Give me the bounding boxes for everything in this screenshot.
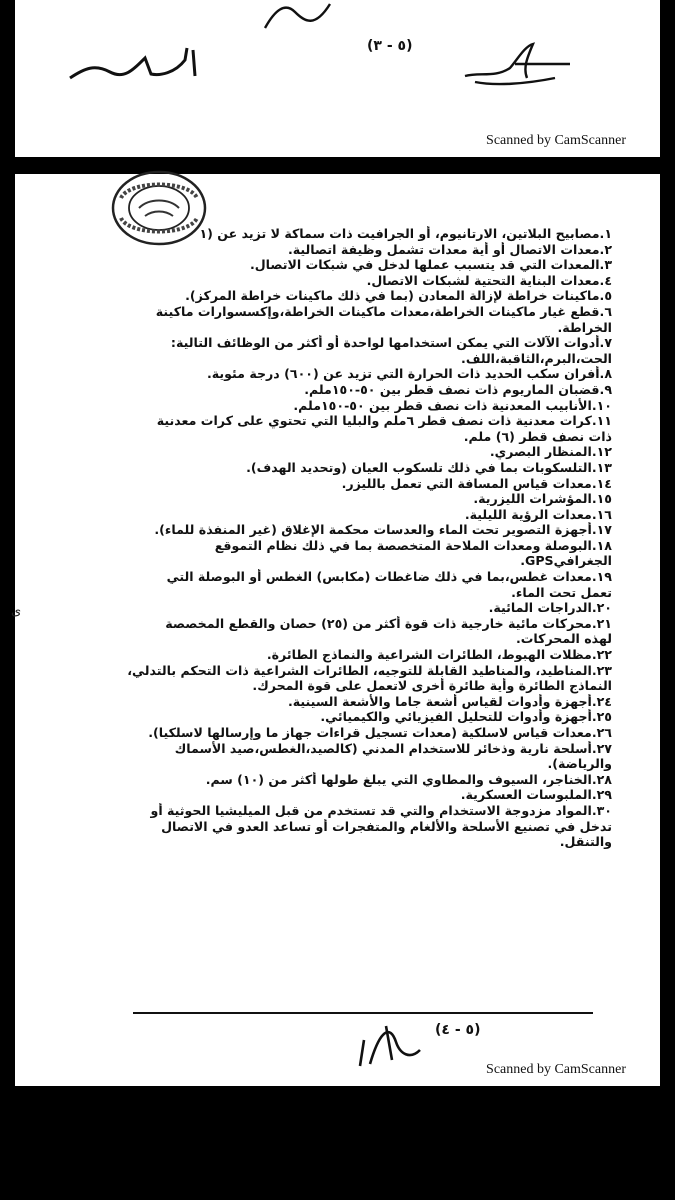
document-line: ٢.معدات الاتصال أو أية معدات تشمل وظيفة اتصالية. — [287, 241, 612, 257]
previous-page-fragment — [15, 0, 660, 157]
margin-mark: ى — [11, 604, 22, 619]
document-line: ٢٨.الخناجر، السيوف والمطاوي التي يبلغ طولها أكثر من (١٠) سم. — [205, 771, 612, 787]
scanned-by-label: Scanned by CamScanner — [486, 1062, 626, 1077]
document-line: ٢٠.الدراجات المائية. — [488, 600, 612, 616]
signature-top-center — [260, 0, 340, 30]
document-line: تعمل تحت الماء. — [511, 584, 612, 600]
document-line: ١٨.البوصلة ومعدات الملاحة المتخصصة بما في ذلك نظام التموقع — [214, 537, 612, 553]
document-line: ١٦.معدات الرؤية الليلية. — [464, 506, 612, 522]
document-line: ٨.أفران سكب الحديد ذات الحرارة التي تزيد عن (٦٠٠) درجة مئوية. — [206, 366, 612, 382]
document-body — [107, 226, 612, 850]
document-line: ١٤.معدات قياس المسافة التي تعمل بالليزر. — [341, 475, 612, 491]
document-line: ٢١.محركات مائية خارجية ذات قوة أكثر من (٢٥) حصان والقطع المخصصة — [165, 615, 612, 631]
document-line: ٦.قطع غيار ماكينات الخراطة،معدات ماكينات الخراطة،وإكسسوارات ماكينة — [155, 303, 612, 319]
signature-top-left — [455, 38, 575, 90]
document-line: ٩.قضبان الماريوم ذات نصف قطر بين ٥٠-١٥٠ملم. — [304, 381, 612, 397]
document-line: والتنقل. — [559, 834, 612, 850]
signature-bottom — [340, 1020, 430, 1072]
document-line: النماذج الطائرة وأية طائرة أخرى لاتعمل على قوة المحرك. — [252, 678, 612, 694]
page-number: (٥ - ٣) — [367, 38, 413, 54]
page-number: (٥ - ٤) — [435, 1022, 481, 1038]
document-line: ٢٥.أجهزة وأدوات للتحليل الفيزيائي والكيميائي. — [320, 709, 612, 725]
document-line: ١٧.أجهزة التصوير تحت الماء والعدسات محكمة الإغلاق (غير المنفذة للماء). — [154, 522, 612, 538]
document-line: ٣.المعدات التي قد يتسبب عملها لدخل في شبكات الاتصال. — [249, 257, 612, 273]
signature-top-right — [65, 38, 215, 88]
document-line: الجغرافيGPS. — [520, 553, 612, 569]
document-line: ٢٢.مظلات الهبوط، الطائرات الشراعية والنماذج الطائرة. — [266, 647, 612, 663]
document-line: ١٩.معدات غطس،بما في ذلك ضاغطات (مكابس) الغطس أو البوصلة التي — [166, 569, 612, 585]
document-line: ٢٤.أجهزة وأدوات لقياس أشعة جاما والأشعة السينية. — [287, 693, 612, 709]
document-line: ذات نصف قطر (٦) ملم. — [463, 428, 612, 444]
document-line: ١٢.المنظار البصري. — [489, 444, 612, 460]
document-line: ١٠.الأنابيب المعدنية ذات نصف قطر بين ٥٠-١٥٠ملم. — [293, 397, 612, 413]
document-line: ٢٩.الملبوسات العسكرية. — [460, 787, 612, 803]
document-line: لهذه المحركات. — [515, 631, 612, 647]
document-line: ٤.معدات البناية التحتية لشبكات الاتصال. — [366, 272, 612, 288]
bottom-rule — [133, 1012, 593, 1014]
document-line: ١١.كرات معدنية ذات نصف قطر ٦ملم والبليا التي تحتوي على كرات معدنية — [156, 413, 612, 429]
document-line: ٧.أدوات الآلات التي يمكن استخدامها لواحدة أو أكثر من الوظائف التالية: — [170, 335, 612, 351]
document-line: ٣٠.المواد مزدوجة الاستخدام والتي قد تستخدم من قبل الميليشيا الحوثية أو — [150, 802, 612, 818]
document-line: ٢٣.المناطيد، والمناطيد القابلة للتوجيه، الطائرات الشراعية ذات التحكم بالتدلي، — [127, 662, 612, 678]
document-line: ٢٦.معدات قياس لاسلكية (معدات تسجيل قراءات جهاز ما وإرسالها لاسلكيا). — [148, 725, 612, 740]
document-line: ١.مصابيح البلاتين، الارتانيوم، أو الجرافيت ذات سماكة لا تزيد عن (١ — [199, 226, 612, 241]
document-line: والرياضة). — [547, 756, 612, 772]
document-line: ١٣.التلسكوبات بما في ذلك تلسكوب العيان (وتحديد الهدف). — [246, 459, 612, 475]
document-line: ٥.ماكينات خراطة لإزالة المعادن (بما في ذلك ماكينات خراطة المركز). — [185, 288, 612, 304]
document-line: تدخل في تصنيع الأسلحة والألغام والمتفجرات أو تساعد العدو في الاتصال — [161, 818, 612, 834]
document-page — [11, 174, 660, 1086]
scanned-by-label: Scanned by CamScanner — [486, 133, 626, 148]
document-line: الحت،البرم،الثاقبة،اللف. — [461, 350, 612, 366]
document-line: ٢٧.أسلحة نارية وذخائر للاستخدام المدني (كالصيد،الغطس،صيد الأسماك — [174, 740, 612, 756]
document-line: ١٥.المؤشرات الليزرية. — [473, 491, 612, 507]
document-line: الخراطة. — [557, 319, 612, 335]
